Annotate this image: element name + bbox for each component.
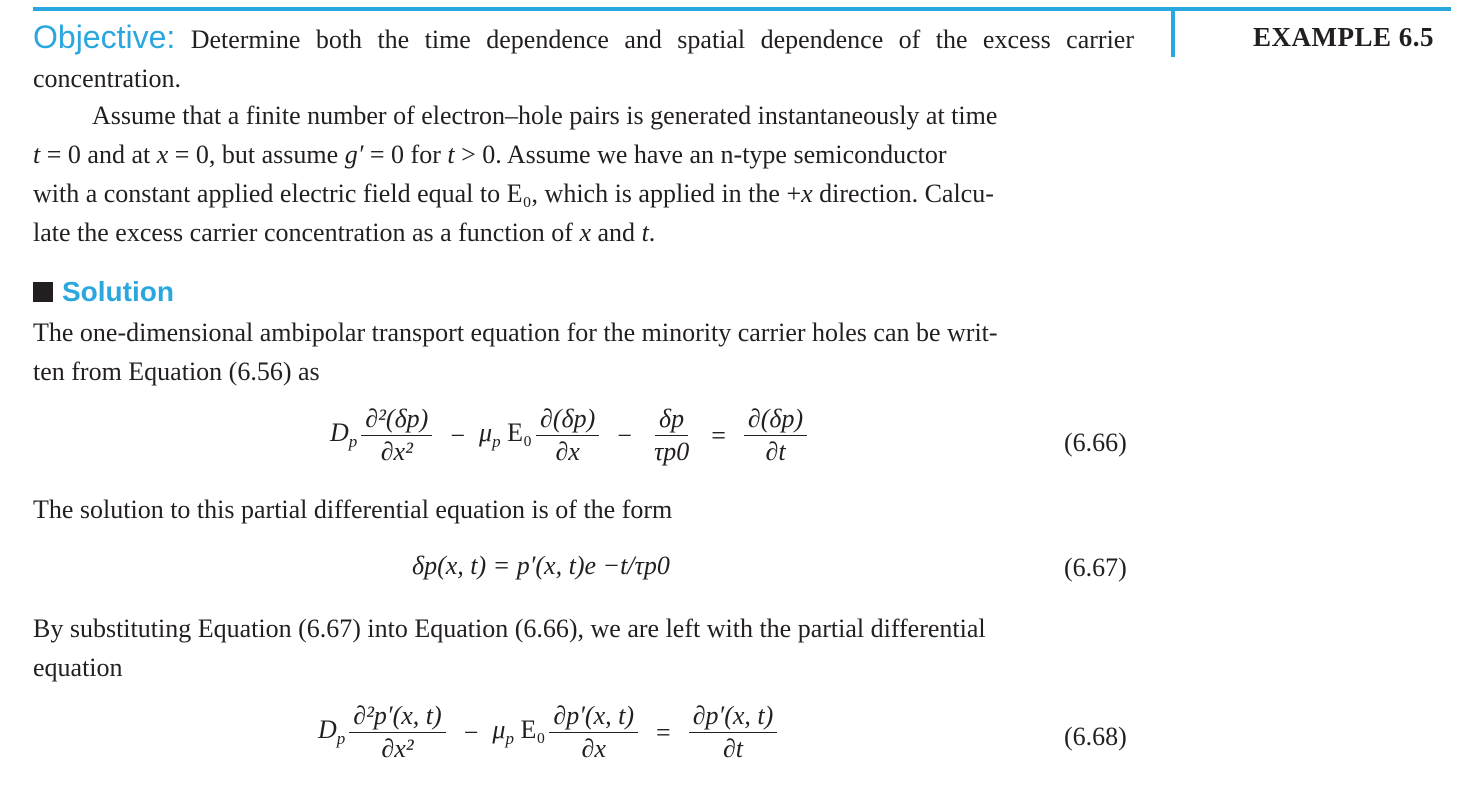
equation-6-68: $D_p$ $\frac{\text{∂²p′(x, t)}}{\text{∂x²}}$ − $\mu_p$ E₀ $\frac{\partial p'(x, t)}{\partial x}$ = $\frac{\partial p'(x, t)}{\partial t}$ — [318, 702, 781, 763]
equation-6-66: $D_p$ $\frac{\text{∂²(δp)}}{\text{∂x²}}$ − $\mu_p$ E₀ $\frac{\partial(\delta p)}{\partial x}$ − $\frac{\delta p}{\tau p0}$ = $\frac{\partial(\delta p)}{\partial t}$ — [330, 405, 811, 466]
objective-heading: Objective: — [33, 19, 176, 55]
top-accent-rule — [33, 7, 1451, 11]
substitution-text: By substituting Equation (6.67) into Equation (6.66), we are left with the partial differential equation — [33, 614, 986, 682]
equation-number-6-66: (6.66) — [1064, 428, 1127, 457]
solution-bullet-icon — [33, 282, 53, 302]
problem-line-2: t = 0 and at x = 0, but assume g′ = 0 for t > 0. Assume we have an n-type semiconductor — [33, 140, 947, 169]
solution-intro: The one-dimensional ambipolar transport equation for the minority carrier holes can be writ- ten from Equation (6.56) as — [33, 318, 998, 386]
margin-accent-rule — [1171, 7, 1175, 57]
equation-6-67: δp(x, t) = p′(x, t)e −t/τp0 — [412, 551, 670, 580]
problem-line-1: Assume that a finite number of electron–hole pairs is generated instantaneously at time — [92, 101, 998, 130]
problem-line-3: with a constant applied electric field equal to E₀, which is applied in the +x direction. Calcu- — [33, 179, 994, 208]
example-label: EXAMPLE 6.5 — [1253, 22, 1434, 52]
equation-number-6-67: (6.67) — [1064, 553, 1127, 582]
problem-line-4: late the excess carrier concentration as a function of x and t. — [33, 218, 656, 247]
solution-heading: Solution — [33, 276, 174, 308]
objective-paragraph — [33, 18, 1134, 98]
solution-form-text: The solution to this partial differential equation is of the form — [33, 495, 673, 524]
problem-paragraph — [33, 96, 1134, 252]
equation-number-6-68: (6.68) — [1064, 722, 1127, 751]
objective-text: Determine both the time dependence and spatial dependence of the excess carrier concentration. — [33, 25, 1134, 93]
